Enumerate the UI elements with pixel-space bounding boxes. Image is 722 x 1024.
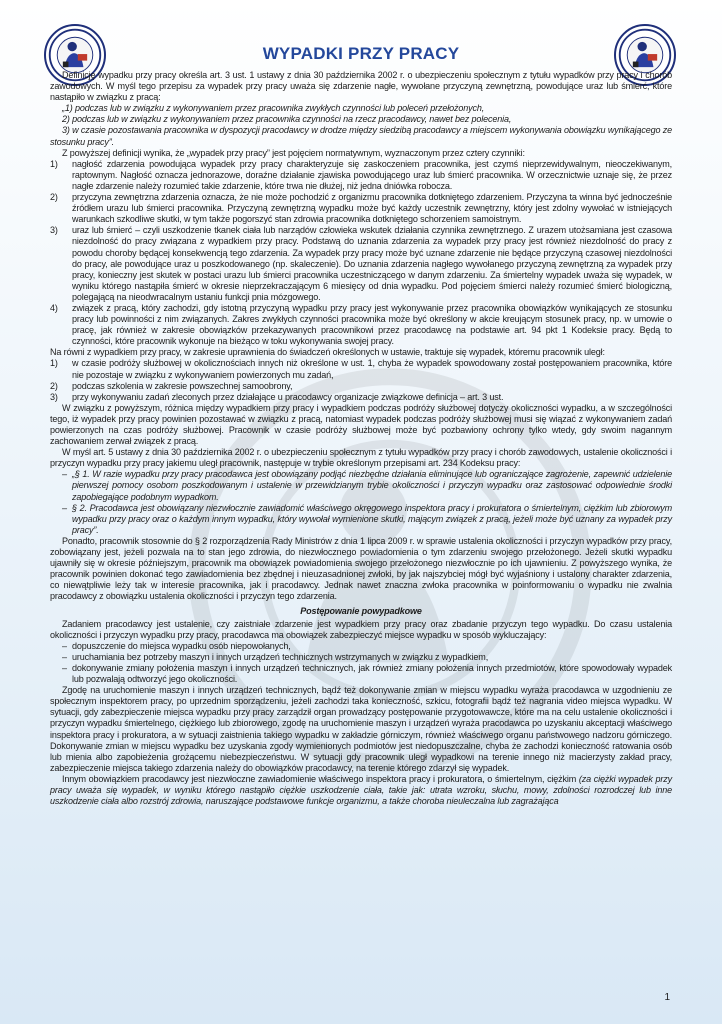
page-number: 1 — [664, 992, 670, 1003]
document-body — [50, 70, 672, 807]
list-item: – § 2. Pracodawca jest obowiązany niezwłocznie zawiadomić właściwego okręgowego inspektora pracy i prokuratora o śmiertelnym, ciężkim lub zbiorowym wypadku przy pracy oraz o każdym innym wypadku, który wywołał wymienione skutki, mającym związek z pracą, jeżeli może być uznany za wypadek przy pracy”. — [62, 502, 672, 535]
paragraph: Z powyższej definicji wynika, że „wypadek przy pracy” jest pojęciem normatywnym, wyznaczonym przez cztery czynniki: — [62, 147, 525, 158]
list-item: 2) podczas szkolenia w zakresie powszechnej samoobrony, — [50, 380, 293, 391]
list-item: 4) związek z pracą, który zachodzi, gdy istotną przyczyną wypadku przy pracy jest wykonywanie przez pracownika obowiązków wynikających ze stosunku pracy lub powinności z nim związanych. Zakres zwykłych czynności pracownika może być określony w akcie kreującym stosunek pracy, np. w umowie o pracę, jak również w zakresie obowiązków przekazywanych pracownikowi przez pracodawcę na podstawie art. 94 pkt 1 Kodeksie pracy. Będą to czynności, które pracownik wykonuje na bieżąco w toku wykonywania swojej pracy. — [50, 302, 672, 347]
paragraph: Zgodę na uruchomienie maszyn i innych urządzeń technicznych, bądź też dokonywanie zmian w miejscu wypadku wyraża pracodawca w uzgodnieniu ze społecznym inspektorem pracy, po uprzednim sporządzeniu, jeżeli zachodzi taka konieczność, szkicu, fotografii bądź też nagrania video miejsca wypadku. W sytuacji, gdy zabezpieczenie miejsca wypadku przy pracy zarządził organ prowadzący postępowanie przygotowawcze, które ma na celu ustalenie okoliczności i przyczyn wypadku śmiertelnego, ciężkiego lub zbiorowego, zgodę na uruchomienie maszyn i urządzeń wyraża pracodawca po uzyskaniu akceptacji właściwego inspektora pracy i prokuratora, a w sytuacji zaistnienia takiego wypadku w zakładzie górniczym, również właściwego organu państwowego nadzoru górniczego. Dokonywanie zmian w miejscu wypadku bez uzyskania zgody wymienionych podmiotów jest niedopuszczalne, chyba że zachodzi konieczność ratowania osób lub mienia albo zapobieżenia grożącemu niebezpieczeństwu. W sytuacji gdy pracownik uległ wypadkowi na terenie innego niż macierzysty zakład pracy, zabezpieczenie miejsca takiego zdarzenia należy do obowiązków pracodawcy, na terenie którego zdarzył się wypadek. — [50, 685, 672, 773]
paragraph: W związku z powyższym, różnica między wypadkiem przy pracy i wypadkiem podczas podróży służbowej dotyczy okoliczności wypadku, a w szczególności tego, iż wypadek przy pracy powinien pozostawać w związku z pracą, natomiast wypadek podczas podróży służbowej musi się wiązać z wykonywaniem zadań powierzonych na czas podróży służbowej. Pracownik w czasie podróży służbowej może być pozbawiony ochrony tylko wtedy, gdy swoim nagannym zachowaniem zerwał związek z pracą. — [50, 402, 672, 447]
list-item: 2) przyczyna zewnętrzna zdarzenia oznacza, że nie może pochodzić z organizmu pracownika dotkniętego zdarzeniem. Przyczyna ta winna być jednocześnie źródłem urazu lub śmierci pracownika. Przyczyną zewnętrzną wypadku może być każdy uczestnik zewnętrzny, który jest zdolny wywołać w istniejących warunkach szkodliwe skutki, w tym także pogorszyć stan zdrowia pracownika dotkniętego schorzeniem samoistnym. — [50, 192, 672, 225]
list-item: – uruchamiania bez potrzeby maszyn i innych urządzeń technicznych wstrzymanych w związku z wypadkiem, — [62, 651, 489, 662]
page-title: WYPADKI PRZY PRACY — [262, 44, 460, 63]
bullet-list — [50, 641, 672, 685]
paragraph: Definicję wypadku przy pracy określa art. 3 ust. 1 ustawy z dnia 30 października 2002 r. o ubezpieczeniu społecznym z tytułu wypadków przy pracy i chorób zawodowych. W myśl tego przepisu za wypadek przy pracy uważa się zdarzenie nagłe, wywołane przyczyną zewnętrzną, powodujące uraz lub śmierć, które nastąpiło w związku z pracą: — [50, 70, 672, 103]
quote-line: 2) podczas lub w związku z wykonywaniem przez pracownika czynności na rzecz pracodawcy, nawet bez polecenia, — [62, 114, 512, 125]
paragraph: W myśl art. 5 ustawy z dnia 30 października 2002 r. o ubezpieczeniu społecznym z tytułu wypadków przy pracy i chorób zawodowych, ustalenie okoliczności i przyczyn wypadku przy pracy jakiemu uległ pracownik, następuje w trybie określonym przepisami art. 234 Kodeksu pracy: — [50, 447, 672, 469]
list-item: – dopuszczenie do miejsca wypadku osób niepowołanych, — [62, 640, 291, 651]
kodeks-list — [50, 469, 672, 536]
quote-line: „1) podczas lub w związku z wykonywaniem przez pracownika zwykłych czynności lub poleceń przełożonych, — [62, 103, 485, 114]
paragraph: Innym obowiązkiem pracodawcy jest niezwłoczne zawiadomienie właściwego inspektora pracy i prokuratora, o śmiertelnym, ciężkim (za ciężki wypadek przy pracy uważa się wypadek, w wyniku którego nastąpiło ciężkie uszkodzenie ciała, takie jak: utrata wzroku, słuchu, mowy, zdolności rozrodczej lub inne uszkodzenie ciała albo rozstrój zdrowia, naruszające podstawowe funkcje organizmu, a także choroba nieuleczalna lub zagrażająca — [50, 773, 672, 807]
list-item: 3) przy wykonywaniu zadań zleconych przez działające u pracodawcy organizacje związkowe definicja – art. 3 ust. — [50, 391, 504, 402]
list-item: 1) nagłość zdarzenia powodująca wypadek przy pracy charakteryzuje się zaskoczeniem pracownika, jest czymś nieprzewidywalnym, nieoczekiwanym, raptownym. Nagłość oznacza jednorazowe, doraźne działanie zjawiska powodującego uraz lub śmierć pracownika. W orzecznictwie uznaje się, że przez nagłe zdarzenie należy rozumieć takie zdarzenie, które trwa nie dłużej, niż jedna dniówka robocza. — [50, 158, 672, 191]
list-item: – „§ 1. W razie wypadku przy pracy pracodawca jest obowiązany podjąć niezbędne działania eliminujące lub ograniczające zagrożenie, zapewnić udzielenie pierwszej pomocy osobom poszkodowanym i ustalenie w przewidzianym trybie okoliczności i przyczyn wypadku oraz zastosować odpowiednie środki zapobiegające podobnym wypadkom. — [62, 469, 672, 502]
section-heading: Postępowanie powypadkowe — [300, 605, 422, 616]
factors-list — [50, 159, 672, 348]
quote-line: 3) w czasie pozostawania pracownika w dyspozycji pracodawcy w drodze między siedzibą pracodawcy a miejscem wykonywania obowiązku wynikającego ze stosunku pracy”. — [50, 125, 672, 147]
list-item: 1) w czasie podróży służbowej w okolicznościach innych niż określone w ust. 1, chyba że wypadek spowodowany został postępowaniem pracownika, które nie pozostaje w związku z wykonywaniem powierzonych mu zadań, — [50, 358, 672, 380]
paragraph: Na równi z wypadkiem przy pracy, w zakresie uprawnienia do świadczeń określonych w ustawie, traktuje się wypadek, któremu pracownik uległ: — [50, 347, 605, 358]
list-item: 3) uraz lub śmierć – czyli uszkodzenie tkanek ciała lub narządów człowieka wskutek działania czynnika zewnętrznego. Z urazem utożsamiana jest czasowa niezdolność do pracy związana z wypadkiem przy pracy. Podstawą do uznania zdarzenia za wypadek przy pracy jest również niezdolność do pracy z powodu choroby będącej konsekwencją tego zdarzenia. Za wypadek przy pracy może być uznane zdarzenie nie będące przyczyną czasowej niezdolności do pracy, ale powodujące uraz u poszkodowanego (np. skaleczenie). Do uznania zdarzenia nagłego wywołanego przyczyną zewnętrzną za wypadek przy pracy, konieczny jest skutek w postaci urazu lub śmierci pracownika uczestniczącego w danym zdarzeniu. Za śmiertelny wypadek uważa się wypadek, w wyniku którego nastąpiła śmierć w okresie nieprzekraczającym 6 miesięcy od dnia wypadku. Pod pojęciem śmierci należy rozumieć śmierć biologiczną, polegającą na nieodwracalnym ustaniu funkcji pnia mózgowego. — [50, 225, 672, 302]
paragraph: Ponadto, pracownik stosownie do § 2 rozporządzenia Rady Ministrów z dnia 1 lipca 2009 r. w sprawie ustalenia okoliczności i przyczyn wypadków przy pracy, zobowiązany jest, jeżeli pozwala na to stan jego zdrowia, do niezwłocznego powiadomienia o tym zdarzeniu swojego przełożonego. Jeżeli skutki wypadku ujawniły się w okresie późniejszym, pracownik ma obowiązek powiadomienia swojego przełożonego niezwłocznie po ich ujawnieniu. Z powyższego wynika, że pracownik powinien dokonać tego zawiadomienia bez zbędnej i nieuzasadnionej zwłoki, by jak najszybciej mógł być wyjaśniony i ustalony charakter zdarzenia, co niewątpliwie leży tak w interesie pracownika, jak i pracodawcy. Jednak nawet znaczna zwłoka pracownika w poinformowaniu o wypadku nie zwalnia pracodawcy z obowiązku ustalenia okoliczności i przyczyn tego zdarzenia. — [50, 535, 672, 602]
equal-list — [50, 358, 672, 402]
paragraph: Zadaniem pracodawcy jest ustalenie, czy zaistniałe zdarzenie jest wypadkiem przy pracy oraz zbadanie przyczyn tego wypadku. Do czasu ustalenia okoliczności i przyczyn wypadku przy pracy, pracodawca ma obowiązek zabezpieczyć miejsce wypadku w sposób wykluczający: — [50, 618, 672, 640]
list-item: – dokonywanie zmiany położenia maszyn i innych urządzeń technicznych, jak również zmiany położenia innych przedmiotów, które spowodowały wypadek lub pozwalają odtworzyć jego okoliczności. — [62, 662, 672, 685]
